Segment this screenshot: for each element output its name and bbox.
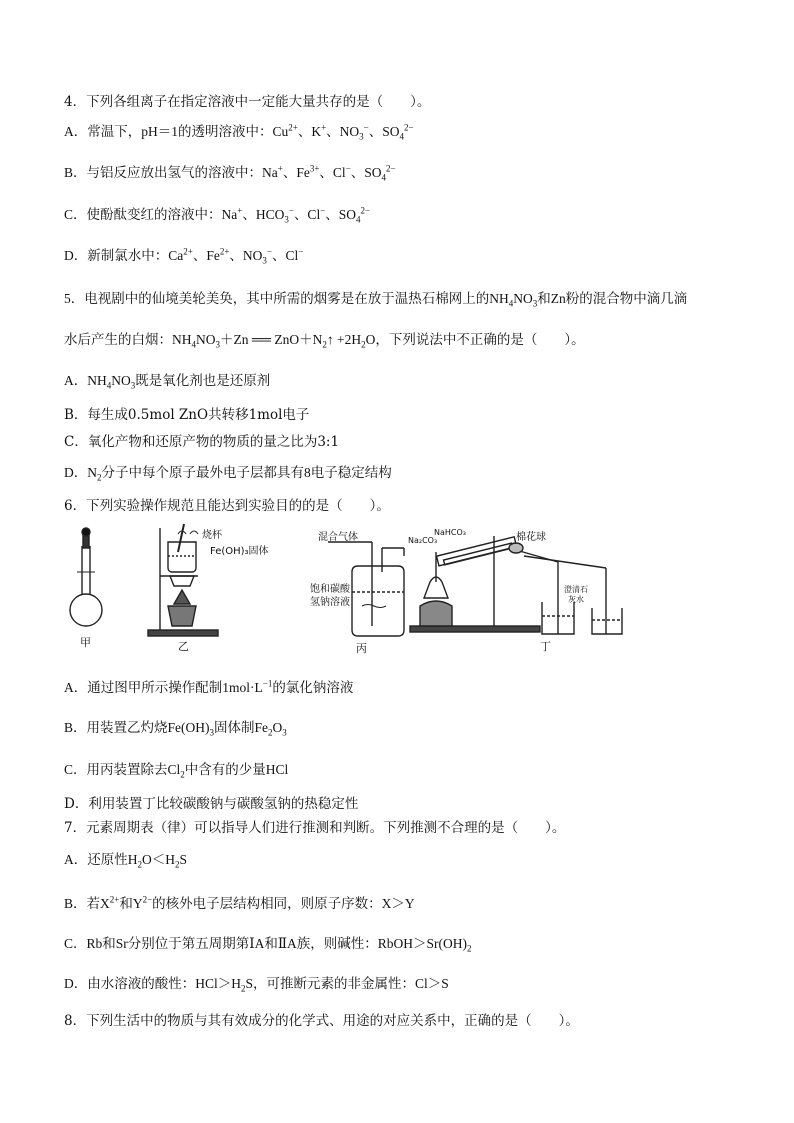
label-beaker: 烧杯 bbox=[202, 530, 222, 541]
q5-stem-line2: 水后产生的白烟：$NH_4NO_3+Zn$ ══ $ZnO+N_2↑ +2H_2O$，下列说法中不正确的是（ ）。 bbox=[64, 332, 585, 350]
q6-option-d: D．利用装置丁比较碳酸钠与碳酸氢钠的热稳定性 bbox=[64, 796, 359, 812]
label-cotton: 棉花球 bbox=[516, 532, 546, 543]
q7-option-c: C．Rb和Sr分别位于第五周期第ⅠA和ⅡA族，则碱性：$RbOH>Sr(OH)_2$ bbox=[64, 936, 472, 954]
q7-option-a: A．还原性$H_2O<H_2S$ bbox=[64, 852, 188, 870]
label-na2co3: Na₂CO₃ bbox=[408, 536, 438, 545]
label-saturated: 饱和碳酸 bbox=[310, 584, 350, 595]
q4-stem: 4．下列各组离子在指定溶液中一定能大量共存的是（ ）。 bbox=[64, 94, 431, 110]
label-saturated2: 氢钠溶液 bbox=[310, 597, 350, 608]
q7-stem: 7．元素周期表（律）可以指导人们进行推测和判断。下列推测不合理的是（ ）。 bbox=[64, 820, 566, 836]
q6-option-a: A．通过图甲所示操作配制$1mol\cdot L^{-1}$的氯化钠溶液 bbox=[64, 678, 354, 695]
apparatus-drawings bbox=[64, 522, 734, 654]
q5-option-c: C．氧化产物和还原产物的物质的量之比为3:1 bbox=[64, 434, 340, 450]
q7-option-b: B．若$X^{2+}$和$Y^{2-}$的核外电子层结构相同，则原子序数：X＞Y bbox=[64, 894, 415, 911]
q5-option-b: B．每生成0.5mol ZnO共转移1mol电子 bbox=[64, 407, 310, 423]
label-limewater2: 灰水 bbox=[568, 595, 584, 604]
q8-stem: 8．下列生活中的物质与其有效成分的化学式、用途的对应关系中，正确的是（ ）。 bbox=[64, 1013, 579, 1029]
q4-option-b: B．与铝反应放出氢气的溶液中：Na+、$Fe^{3+}$、Cl−、$SO_4^{2-}$ bbox=[64, 163, 396, 183]
q5-option-a: A．$NH_4NO_3$既是氧化剂也是还原剂 bbox=[64, 373, 271, 391]
q4-option-c: C．使酚酞变红的溶液中：Na+、$HCO_3^-$、Cl−、$SO_4^{2-}$ bbox=[64, 205, 371, 225]
label-mixed-gas: 混合气体 bbox=[318, 532, 358, 543]
q6-option-c: C．用丙装置除去$Cl_2$中含有的少量HCl bbox=[64, 762, 289, 780]
q4-option-a: A．常温下，pH＝1的透明溶液中：$Cu^{2+}$、K+、$NO_3^-$、$SO_4^{2-}$ bbox=[64, 122, 414, 142]
q6-option-b: B．用装置乙灼烧$Fe(OH)_3$固体制$Fe_2O_3$ bbox=[64, 720, 287, 738]
label-limewater: 澄清石 bbox=[564, 585, 588, 594]
label-ding: 丁 bbox=[540, 640, 551, 653]
q7-option-d: D．由水溶液的酸性：$HCl>H_2S$，可推断元素的非金属性：Cl＞S bbox=[64, 976, 449, 994]
volumetric-flask bbox=[70, 528, 102, 626]
label-bing: 丙 bbox=[356, 642, 367, 655]
q4-option-d: D．新制氯水中：$Ca^{2+}$、$Fe^{2+}$、$NO_3^-$、Cl− bbox=[64, 246, 304, 266]
twin-tube-apparatus bbox=[410, 536, 622, 634]
label-jia: 甲 bbox=[80, 636, 91, 649]
q6-stem: 6．下列实验操作规范且能达到实验目的的是（ ）。 bbox=[64, 498, 390, 514]
label-yi: 乙 bbox=[178, 640, 189, 653]
q5-option-d: D．$N_2$分子中每个原子最外电子层都具有8电子稳定结构 bbox=[64, 465, 392, 483]
label-feoh3: Fe(OH)₃固体 bbox=[210, 546, 269, 557]
label-nahco3: NaHCO₃ bbox=[434, 528, 466, 537]
q5-stem-line1: 5．电视剧中的仙境美轮美奂，其中所需的烟雾是在放于温热石棉网上的$NH_4NO_3$和Zn粉的混合物中滴几滴 bbox=[64, 291, 688, 309]
q6-apparatus-figure bbox=[64, 522, 734, 654]
